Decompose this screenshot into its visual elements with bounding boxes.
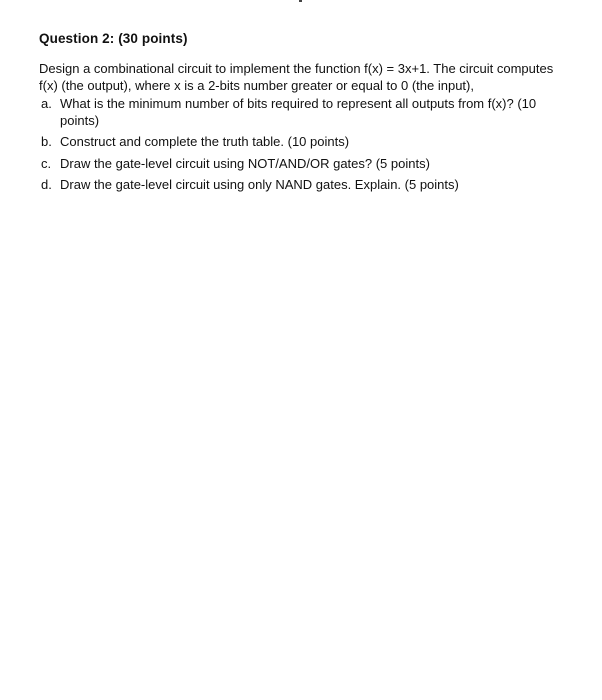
part-marker: a. <box>41 96 52 111</box>
part-marker: b. <box>41 134 52 149</box>
question-part-b <box>39 134 564 151</box>
question-title: Question 2: (30 points) <box>39 31 188 46</box>
question-parts-list <box>39 96 564 199</box>
part-marker: c. <box>41 155 52 171</box>
part-text: Draw the gate-level circuit using only NAND gates. Explain. (5 points) <box>60 177 459 192</box>
part-text: Draw the gate-level circuit using NOT/AND/OR gates? (5 points) <box>60 155 430 171</box>
part-marker: d. <box>41 177 52 192</box>
question-part-a <box>39 96 564 129</box>
part-text: Construct and complete the truth table. (10 points) <box>60 134 350 149</box>
question-part-c <box>39 156 564 173</box>
part-text: What is the minimum number of bits required to represent all outputs from f(x)? (10 points) <box>60 96 537 128</box>
page-top-mark <box>299 0 302 2</box>
question-intro: Design a combinational circuit to implement the function f(x) = 3x+1. The circuit computes f(x) (the output), where x is a 2-bits number greater or equal to 0 (the input), <box>39 61 554 93</box>
question-part-d <box>39 177 564 194</box>
